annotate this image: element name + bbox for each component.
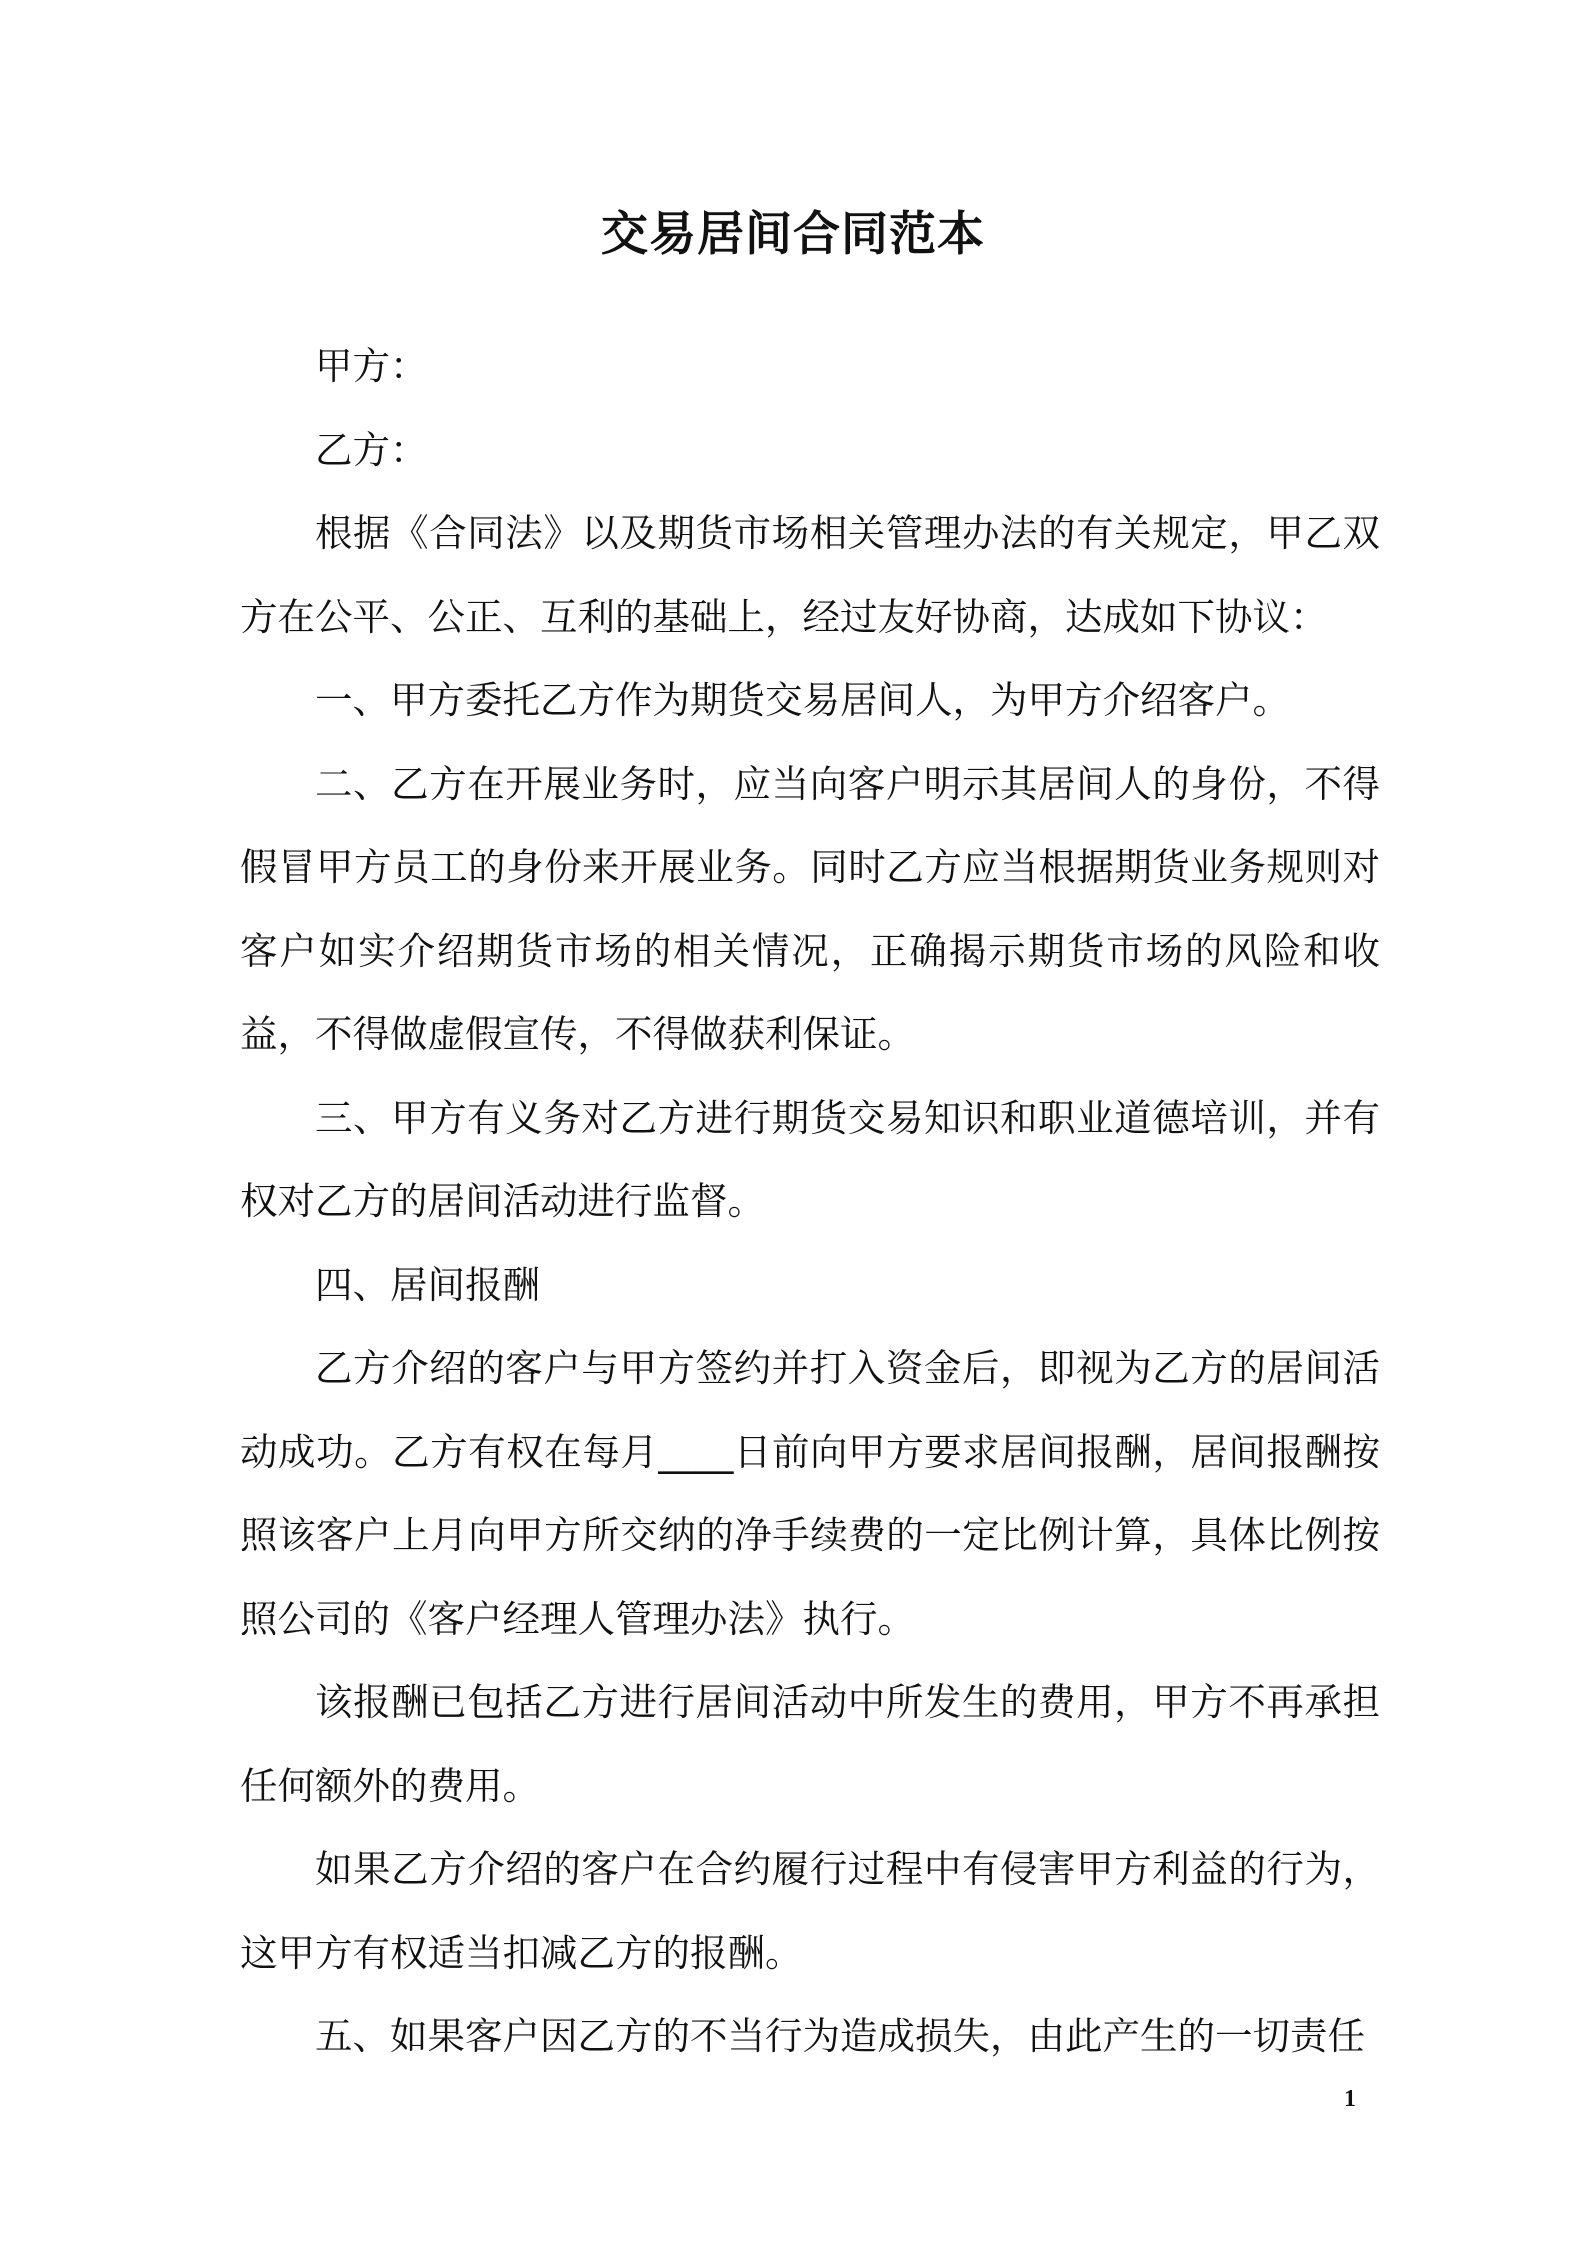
clause-5-paragraph: 五、如果客户因乙方的不当行为造成损失，由此产生的一切责任 xyxy=(315,2014,1365,2058)
preamble-paragraph: 根据《合同法》以及期货市场相关管理办法的有关规定，甲乙双方在公平、公正、互利的基础上，经过友好协商，达成如下协议： xyxy=(240,511,1380,639)
clause-4-paragraph-2: 该报酬已包括乙方进行居间活动中所发生的费用，甲方不再承担任何额外的费用。 xyxy=(240,1680,1380,1808)
page-number: 1 xyxy=(1344,2086,1356,2112)
document-title: 交易居间合同范本 xyxy=(601,207,985,262)
clause-2-paragraph: 二、乙方在开展业务时，应当向客户明示其居间人的身份，不得假冒甲方员工的身份来开展业务。同时乙方应当根据期货业务规则对客户如实介绍期货市场的相关情况，正确揭示期货市场的风险和收益，不得做虚假宣传，不得做获利保证。 xyxy=(240,761,1380,1056)
clause-4-paragraph-3: 如果乙方介绍的客户在合约履行过程中有侵害甲方利益的行为，这甲方有权适当扣减乙方的报酬。 xyxy=(240,1847,1380,1975)
party-a-line: 甲方： xyxy=(315,344,428,388)
clause-4-heading: 四、居间报酬 xyxy=(315,1262,540,1307)
clause-4-paragraph-1: 乙方介绍的客户与甲方签约并打入资金后，即视为乙方的居间活动成功。乙方有权在每月____日前向甲方要求居间报酬，居间报酬按照该客户上月向甲方所交纳的净手续费的一定比例计算，具体比例按照公司的《客户经理人管理办法》执行。 xyxy=(240,1346,1380,1641)
clause-1-paragraph: 一、甲方委托乙方作为期货交易居间人，为甲方介绍客户。 xyxy=(315,678,1290,722)
party-b-line: 乙方： xyxy=(315,427,428,472)
clause-3-paragraph: 三、甲方有义务对乙方进行期货交易知识和职业道德培训，并有权对乙方的居间活动进行监督。 xyxy=(240,1095,1380,1223)
document-body xyxy=(240,325,1380,2079)
